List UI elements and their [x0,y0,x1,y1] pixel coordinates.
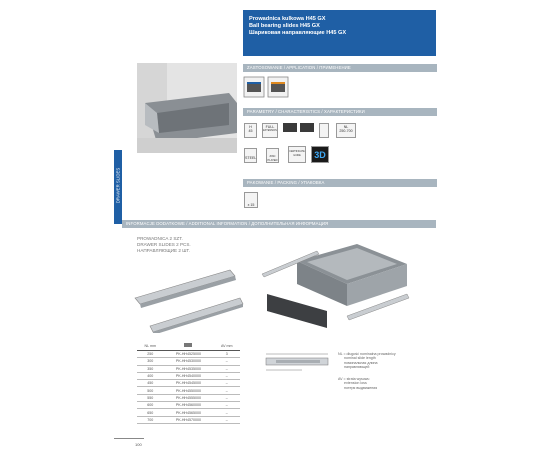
slide-profile-icon [283,123,297,132]
nl-note-en: nominal slide length [344,356,376,361]
section-additional: INFORMACJE DODATKOWE / ADDITIONAL INFORMATION / ДОПОЛНИТЕЛЬНАЯ ИНФОРМАЦИЯ [122,220,436,228]
height-value: 45 [248,129,253,133]
av-note-ru: потеря выдвижения [344,385,378,390]
av-note [338,377,377,390]
section-parameters: PARAMETRY / CHARACTERISTICS / ХАРАКТЕРИСТИКИ [243,108,437,116]
col-av: AV mm [213,341,240,351]
zinc-plated-icon [266,148,279,163]
title-pl: Prowadnica kulkowa H45 GX [249,16,326,22]
product-header [243,10,436,56]
nl-note-pl: NL = długość nominalna prowadnicy [338,352,396,356]
table-row: 550 PK-HH4555000 – [137,394,240,401]
col-nl: NL mm [137,341,163,351]
nl-range: 250-700 [339,129,353,133]
title-ru: Шариковая направляющие H45 GX [249,30,347,36]
av-note-pl: AV = strata wysuwu [338,377,370,381]
certificate-label: CERTIFICATE GUIDE [289,150,305,157]
drawer-photo [137,63,237,153]
load-weight-icon [319,123,329,138]
drawer-box-illustration [257,236,417,331]
pack-caption [137,236,191,254]
spec-table [137,341,240,424]
3d-label: 3D [314,150,326,160]
extension-label: EXTENSION [263,129,277,132]
slide-code-icon [184,343,192,347]
steel-icon [244,148,257,163]
nominal-length-icon [336,123,356,138]
category-side-tab [114,150,122,224]
page-number: 100 [135,442,142,447]
table-row: 400 PK-HH4540000 – [137,372,240,379]
certificate-icon [288,146,306,163]
av-note-en: extension loss [344,381,367,386]
caption-pl: PROWADNICA 2 SZT. [137,236,183,241]
caption-ru: НАПРАВЛЯЮЩИЕ 2 ШТ. [137,248,190,253]
nl-note [338,352,396,370]
table-header-row [137,341,240,351]
full-label: FULL [265,125,275,129]
col-code [163,341,213,351]
footer-rule [114,438,144,439]
section-packing: PAKOWANIE / PACKING / УПАКОВКА [243,179,437,187]
slides-illustration [130,258,245,333]
title-en: Ball bearing slides H45 GX [249,23,320,29]
packing-count: x 15 [247,203,255,207]
table-row: 250 PK-HH4525000 3 [137,351,240,358]
application-icons [243,76,293,100]
height-icon [244,123,257,138]
steel-label: STEEL [245,156,257,160]
nl-label: NL [343,125,349,129]
slide-rail-icon [300,123,314,132]
zinc-label: ZINC PLATED [267,155,278,162]
table-row: 500 PK-HH4550000 – [137,387,240,394]
nl-note-ru2: направляющей [344,365,370,370]
caption-en: DRAWER SLIDES 2 PCS. [137,242,191,247]
category-label: DRAWER SLIDES [115,167,121,204]
table-row: 450 PK-HH4545000 – [137,380,240,387]
table-row: 300 PK-HH4530000 – [137,358,240,365]
table-row: 700 PK-HH4570000 – [137,416,240,423]
packing-box-icon [244,192,258,208]
table-row: 350 PK-HH4535000 – [137,365,240,372]
full-extension-icon [262,123,278,138]
table-row: 600 PK-HH4560000 – [137,402,240,409]
table-row: 650 PK-HH4565000 – [137,409,240,416]
section-application: ZASTOSOWANIE / APPLICATION / ПРИМЕНЕНИЕ [243,64,437,72]
height-label: H [249,125,252,129]
slide-dimension-drawing [262,350,334,376]
nl-note-ru1: номинальная длина [344,360,378,365]
3d-adjust-icon [311,146,329,163]
